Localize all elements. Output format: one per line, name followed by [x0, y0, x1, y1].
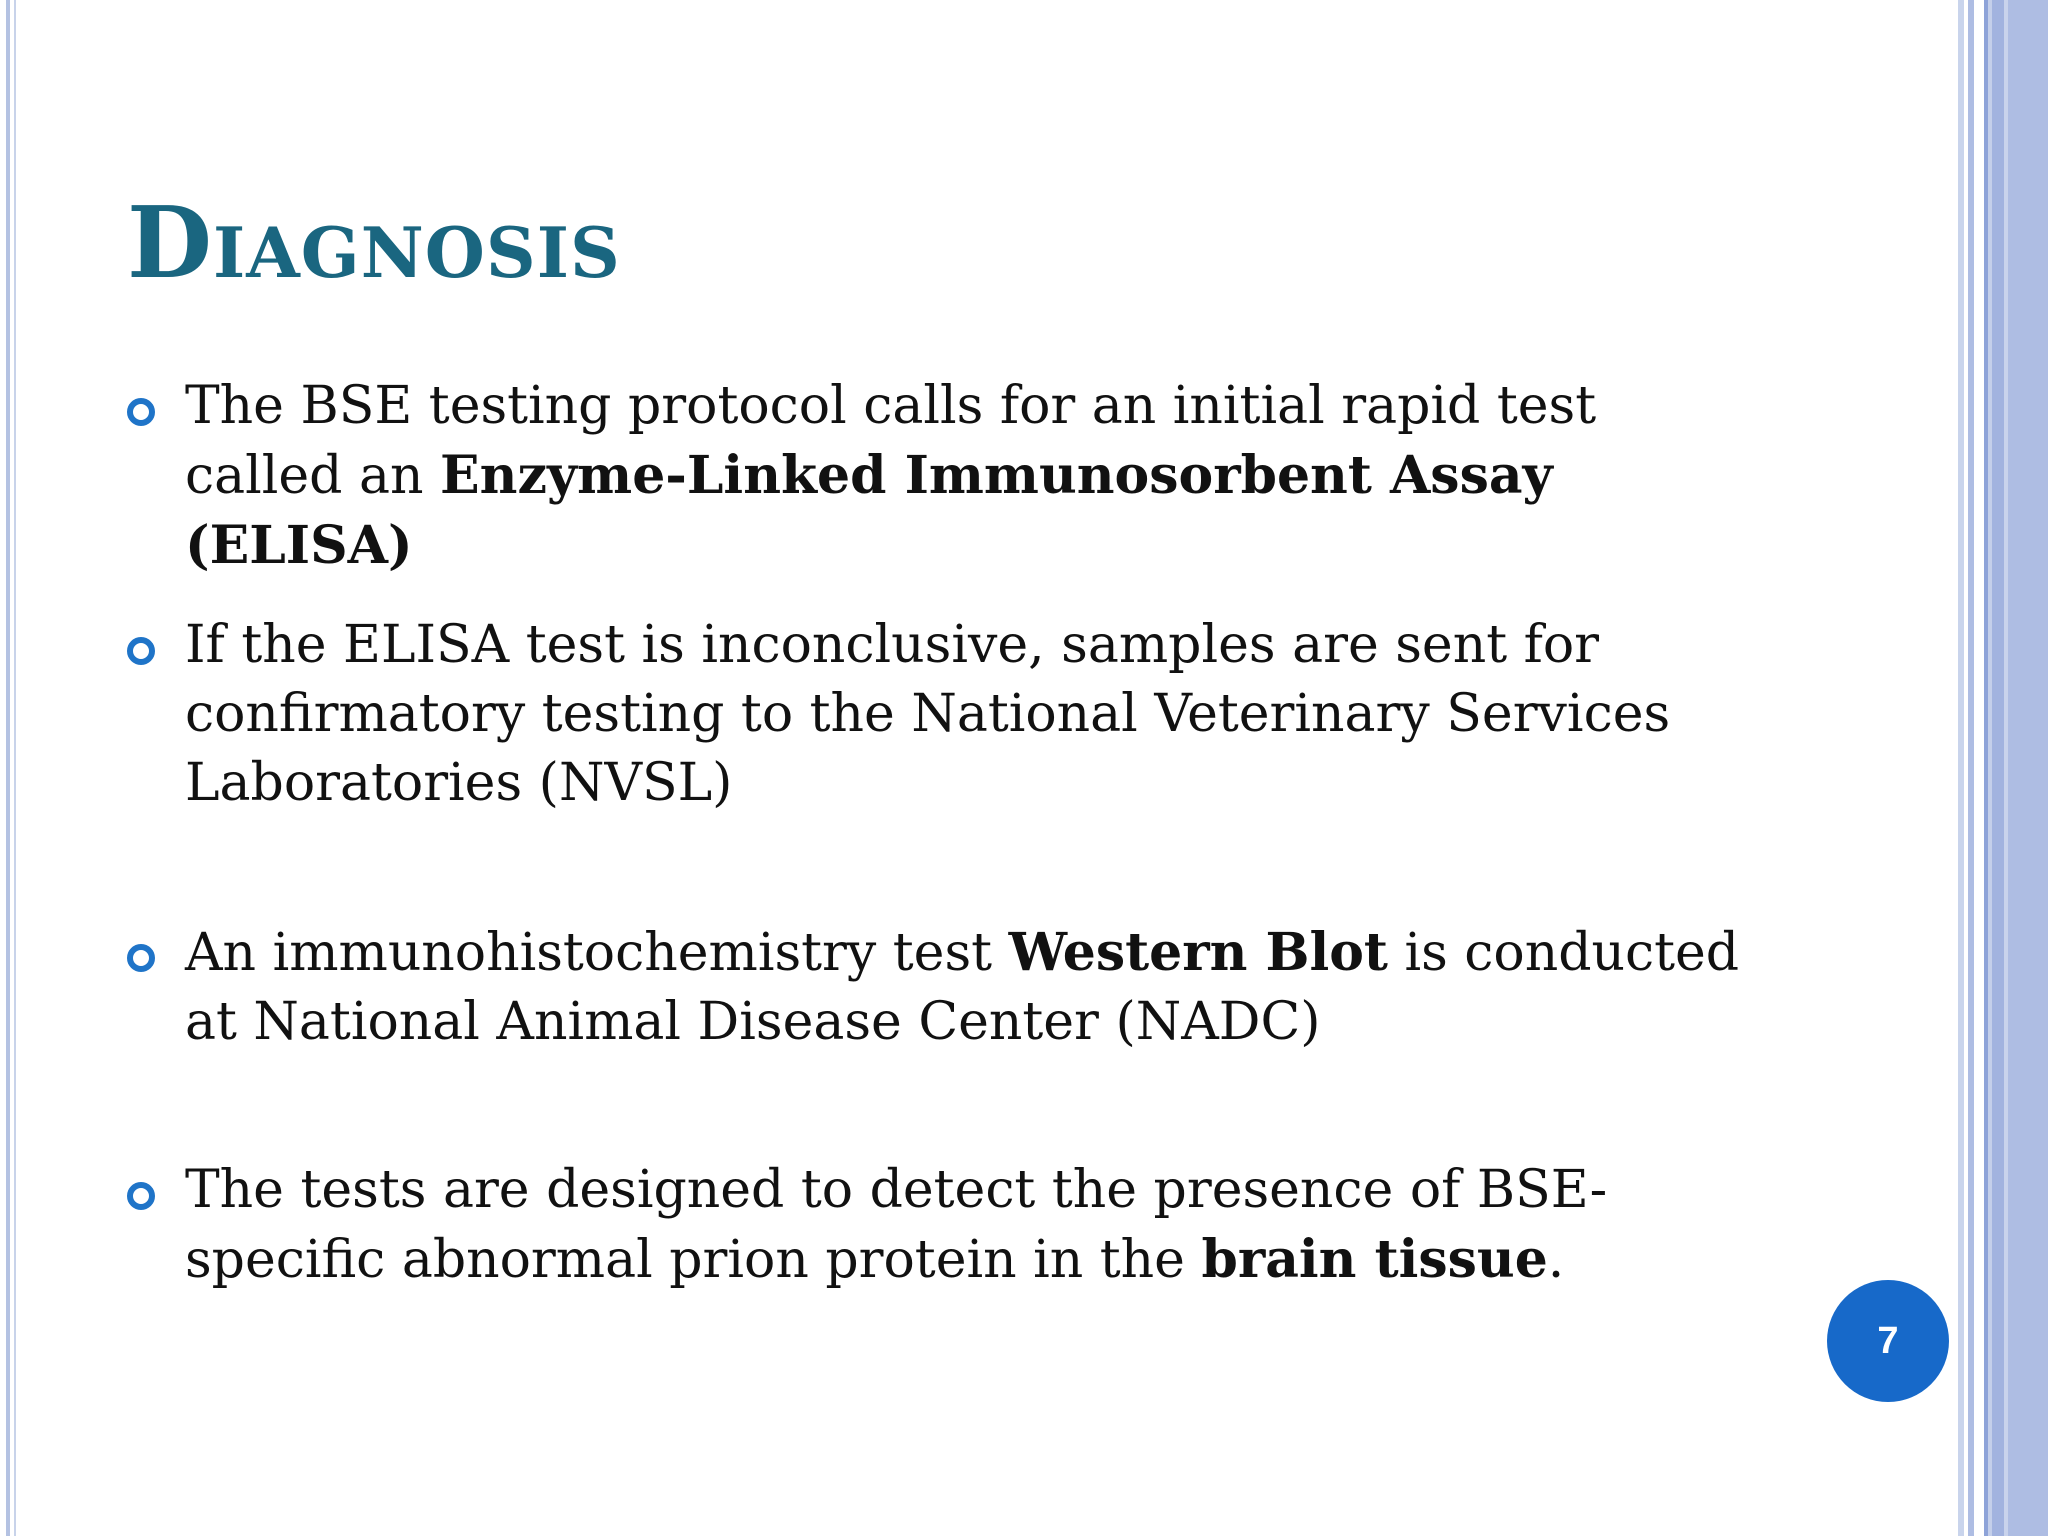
slide-title: Diagnosis — [127, 186, 621, 301]
bullet-bold-term: Western Blot — [1008, 922, 1388, 983]
hollow-circle-bullet-icon — [127, 637, 155, 665]
bullet-text-segment: is conducted at National Animal Disease Center (NADC) — [185, 923, 1740, 1052]
bullet-bold-term: Enzyme-Linked Immunosorbent Assay (ELISA) — [185, 445, 1553, 576]
bullet-text-segment: The tests are designed to detect the presence of BSE-specific abnormal prion protein in the — [185, 1160, 1608, 1290]
bullet-text — [185, 1156, 1765, 1295]
hollow-circle-bullet-icon — [127, 398, 155, 426]
page-number-badge: 7 — [1827, 1280, 1949, 1402]
bullet-text-segment: An immunohistochemistry test — [185, 923, 1009, 983]
hollow-circle-bullet-icon — [127, 1182, 155, 1210]
bullet-text — [185, 918, 1765, 1057]
bullet-text — [185, 372, 1765, 581]
bullet-bold-term: brain tissue — [1201, 1229, 1548, 1290]
bullet-text-segment: . — [1547, 1230, 1565, 1290]
hollow-circle-bullet-icon — [127, 944, 155, 972]
bullet-text — [185, 611, 1765, 818]
bullet-text-segment: The BSE testing protocol calls for an initial rapid test called an — [185, 376, 1597, 506]
bullet-text-segment: If the ELISA test is inconclusive, samples are sent for confirmatory testing to the National Veterinary Services Laboratories (NVSL) — [185, 615, 1671, 813]
